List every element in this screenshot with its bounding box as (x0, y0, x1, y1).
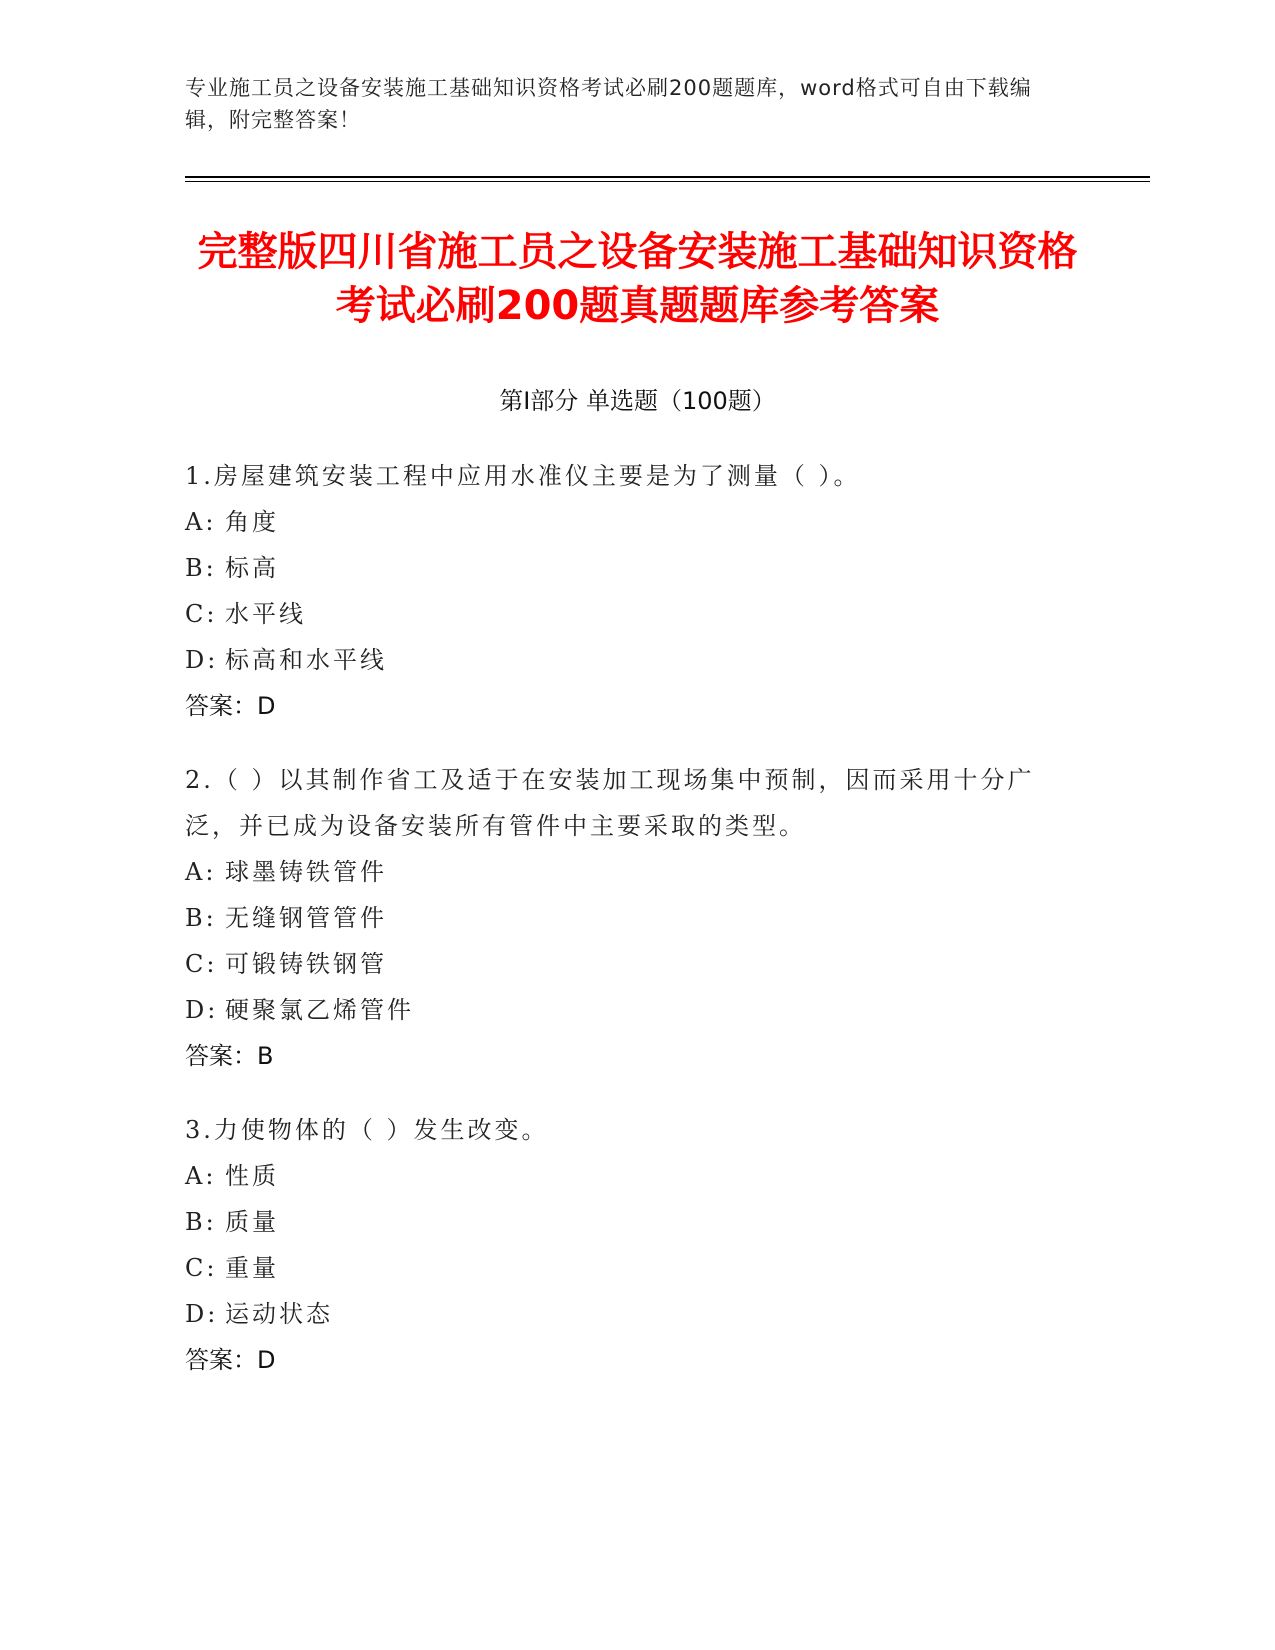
option-key: A: (185, 1162, 217, 1190)
option-key: B: (185, 1208, 217, 1236)
option-key: D: (185, 646, 219, 674)
answer-line (185, 1033, 1065, 1079)
option-text: 标高 (225, 554, 279, 582)
option-key: A: (185, 858, 217, 886)
option-key: B: (185, 904, 217, 932)
question-stem: 3.力使物体的（ ）发生改变。 (185, 1116, 549, 1144)
option-a (185, 499, 1065, 545)
document-title: 完整版四川省施工员之设备安装施工基础知识资格考试必刷200题真题题库参考答案 (197, 229, 1078, 329)
section-heading: 第I部分 单选题（100题） (499, 387, 776, 415)
option-c (185, 1245, 1065, 1291)
question-1 (185, 453, 1065, 729)
option-d (185, 987, 1065, 1033)
header-divider-thick (185, 176, 1150, 178)
option-text: 硬聚氯乙烯管件 (225, 996, 414, 1024)
answer-value: D (257, 1346, 276, 1374)
option-b (185, 545, 1065, 591)
option-b (185, 1199, 1065, 1245)
option-d (185, 637, 1065, 683)
option-a (185, 849, 1065, 895)
option-a (185, 1153, 1065, 1199)
answer-label: 答案： (185, 1042, 257, 1070)
header-note: 专业施工员之设备安装施工基础知识资格考试必刷200题题库，word格式可自由下载编辑，附完整答案！ (185, 76, 1032, 132)
answer-value: B (257, 1042, 274, 1070)
option-text: 标高和水平线 (225, 646, 387, 674)
option-d (185, 1291, 1065, 1337)
question-3 (185, 1107, 1065, 1383)
option-text: 角度 (225, 508, 279, 536)
option-key: B: (185, 554, 217, 582)
option-text: 无缝钢管管件 (225, 904, 387, 932)
question-stem: 2.（ ）以其制作省工及适于在安装加工现场集中预制，因而采用十分广泛，并已成为设备安装所有管件中主要采取的类型。 (185, 766, 1035, 840)
option-key: C: (185, 1254, 218, 1282)
option-key: D: (185, 1300, 219, 1328)
option-key: A: (185, 508, 217, 536)
question-2 (185, 757, 1065, 1079)
option-text: 运动状态 (225, 1300, 333, 1328)
question-stem: 1.房屋建筑安装工程中应用水准仪主要是为了测量（ ）。 (185, 462, 861, 490)
option-text: 重量 (225, 1254, 279, 1282)
option-key: D: (185, 996, 219, 1024)
header-divider-thin (185, 181, 1150, 182)
answer-line (185, 1337, 1065, 1383)
answer-line (185, 683, 1065, 729)
option-b (185, 895, 1065, 941)
answer-value: D (257, 692, 276, 720)
option-key: C: (185, 600, 218, 628)
option-text: 球墨铸铁管件 (225, 858, 387, 886)
option-c (185, 591, 1065, 637)
option-text: 可锻铸铁钢管 (225, 950, 387, 978)
answer-label: 答案： (185, 1346, 257, 1374)
option-key: C: (185, 950, 218, 978)
option-text: 水平线 (225, 600, 306, 628)
option-text: 质量 (225, 1208, 279, 1236)
answer-label: 答案： (185, 692, 257, 720)
option-c (185, 941, 1065, 987)
option-text: 性质 (225, 1162, 279, 1190)
